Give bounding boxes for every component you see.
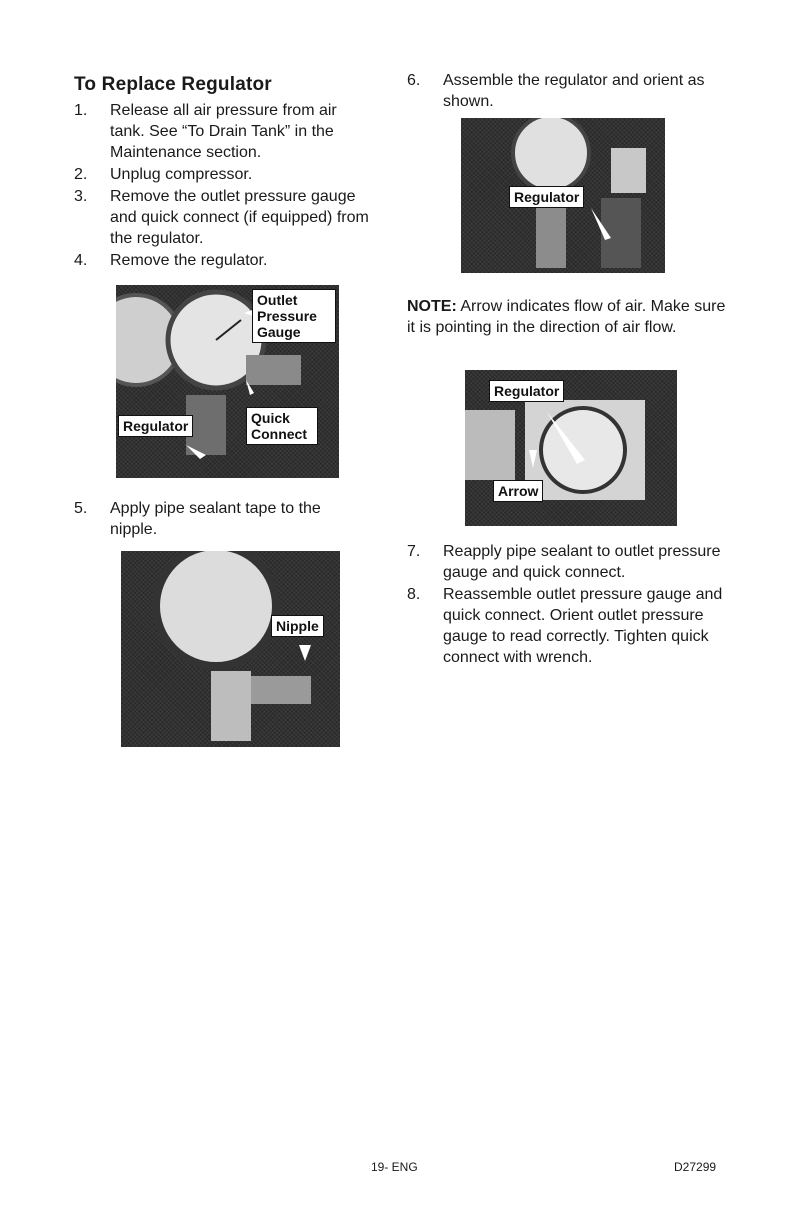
label-regulator: Regulator [118, 415, 193, 437]
step-8 [407, 584, 727, 668]
steps-7-8-block [407, 541, 727, 669]
step-number: 7. [407, 543, 421, 560]
label-arrow: Arrow [493, 480, 543, 502]
step-7 [407, 541, 727, 583]
label-outlet-pressure-gauge: Outlet Pressure Gauge [252, 289, 336, 343]
note-label: NOTE: [407, 298, 457, 315]
photo-nipple [121, 551, 340, 747]
step-number: 2. [74, 166, 88, 183]
step-text: Release all air pressure from air tank. See “To Drain Tank” in the Maintenance section. [110, 102, 337, 161]
step-text: Reassemble outlet pressure gauge and quick connect. Orient outlet pressure gauge to read correctly. Tighten quick connect with wrench. [443, 586, 723, 666]
step-number: 5. [74, 500, 88, 517]
step-2 [74, 164, 374, 185]
step-number: 4. [74, 252, 88, 269]
label-regulator: Regulator [489, 380, 564, 402]
step-text: Reapply pipe sealant to outlet pressure gauge and quick connect. [443, 543, 721, 581]
step-5 [74, 498, 364, 540]
step-4 [74, 250, 374, 271]
document-code: D27299 [674, 1160, 717, 1174]
step-text: Apply pipe sealant tape to the nipple. [110, 500, 321, 538]
photo-regulator-orientation [461, 118, 665, 273]
step-5-block [74, 498, 364, 541]
step-number: 6. [407, 72, 421, 89]
step-text: Unplug compressor. [110, 166, 253, 183]
step-3 [74, 186, 374, 249]
step-number: 3. [74, 188, 88, 205]
step-number: 8. [407, 586, 421, 603]
step-number: 1. [74, 102, 88, 119]
step-6 [407, 70, 727, 112]
step-1 [74, 100, 374, 163]
note-block [407, 296, 727, 338]
right-column [407, 70, 727, 113]
note-text: Arrow indicates flow of air. Make sure it is pointing in the direction of air flow. [407, 298, 726, 336]
page-number: 19- ENG [371, 1160, 418, 1174]
step-text: Remove the regulator. [110, 252, 268, 269]
left-column [74, 74, 374, 272]
photo-flow-arrow [465, 370, 677, 526]
label-quick-connect: Quick Connect [246, 407, 318, 445]
photo-regulator-removal [116, 285, 339, 478]
step-text: Remove the outlet pressure gauge and quick connect (if equipped) from the regulator. [110, 188, 369, 247]
label-regulator: Regulator [509, 186, 584, 208]
label-nipple: Nipple [271, 615, 324, 637]
section-title: To Replace Regulator [74, 74, 272, 95]
nipple-illustration [121, 551, 340, 747]
step-text: Assemble the regulator and orient as shown. [443, 72, 705, 110]
